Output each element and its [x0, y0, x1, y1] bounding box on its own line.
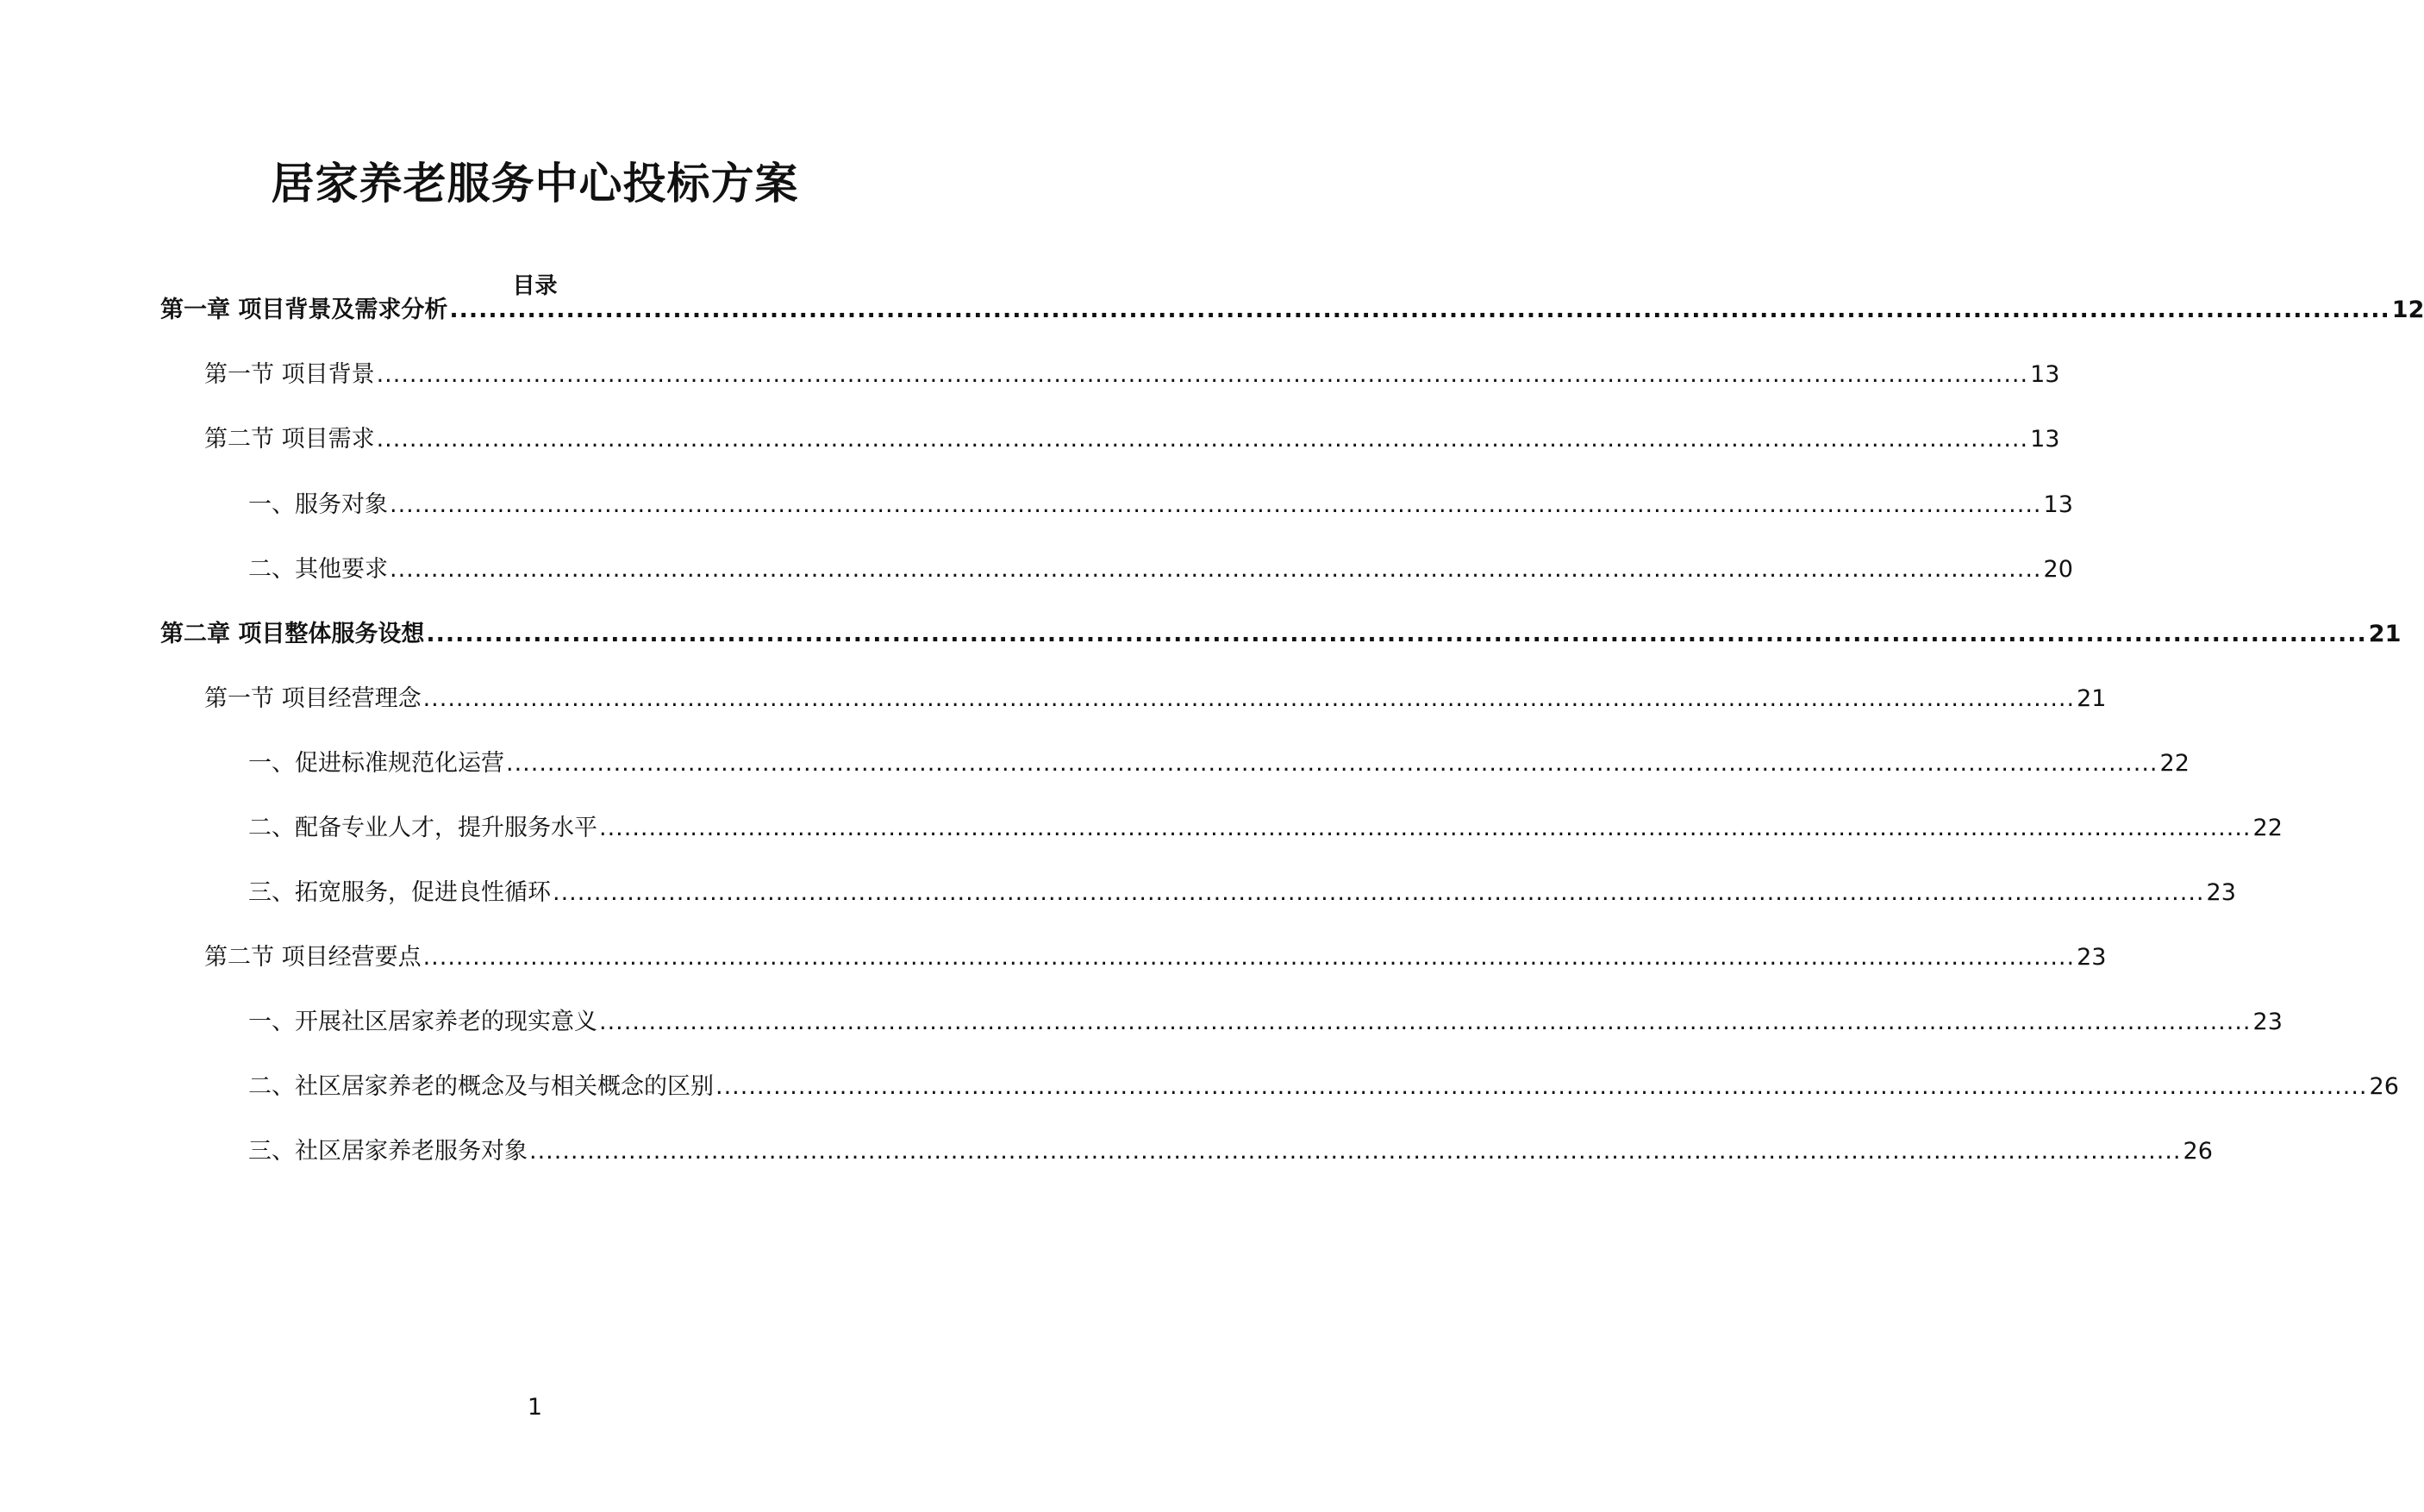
toc-entry-page: 13 [2043, 491, 2073, 518]
toc-entry-label: 三、拓宽服务，促进良性循环 [248, 879, 551, 906]
toc-entry[interactable] [248, 811, 2283, 846]
toc-dot-leader: ........................................................................................................................................................................................................ [376, 426, 2029, 453]
toc-entry[interactable] [248, 553, 2073, 587]
toc-entry-page: 13 [2030, 361, 2060, 388]
toc-entry[interactable] [248, 1134, 2213, 1169]
toc-dot-leader: ........................................................................................................................................................................................................ [553, 879, 2205, 906]
toc-entry-page: 23 [2252, 1009, 2283, 1035]
toc-entry[interactable] [204, 940, 2107, 975]
toc-entry[interactable] [248, 1005, 2283, 1040]
toc-entry-page: 26 [2183, 1138, 2213, 1165]
toc-dot-leader: ........................................................................................................................................................................................................ [390, 556, 2042, 583]
toc-entry[interactable] [204, 682, 2107, 716]
toc-entry-label: 第一节 项目经营理念 [204, 685, 422, 712]
toc-entry-page: 22 [2159, 750, 2190, 777]
toc-entry-label: 一、服务对象 [248, 491, 388, 518]
toc-entry[interactable] [204, 422, 2060, 457]
toc-dot-leader: ........................................................................................................................................................................................................ [422, 685, 2076, 712]
toc-entry[interactable] [204, 358, 2060, 392]
toc-dot-leader: ........................................................................................................................................................................................................ [599, 1009, 2252, 1035]
toc-entry-page: 21 [2077, 685, 2107, 712]
toc-entry-label: 二、其他要求 [248, 556, 388, 583]
toc-entry-page: 20 [2043, 556, 2073, 583]
toc-entry-label: 二、配备专业人才，提升服务水平 [248, 815, 597, 841]
toc-entry[interactable] [248, 876, 2236, 910]
toc-entry-label: 第一章 项目背景及需求分析 [160, 297, 448, 323]
toc-dot-leader: ........................................................................................................................................................................................................ [715, 1073, 2368, 1100]
toc-dot-leader: ........................................................................................................................................................................................................ [390, 491, 2042, 518]
toc-entry-label: 第二节 项目经营要点 [204, 944, 422, 971]
toc-entry[interactable] [248, 747, 2190, 781]
toc-entry-page: 21 [2368, 621, 2402, 647]
toc-dot-leader: ........................................................................................................................................................................................................ [449, 297, 2390, 323]
toc-dot-leader: ........................................................................................................................................................................................................ [599, 815, 2252, 841]
toc-heading: 目录 [512, 273, 558, 299]
page-number: 1 [527, 1394, 543, 1421]
toc-entry[interactable] [248, 1070, 2399, 1104]
toc-entry-page: 23 [2206, 879, 2236, 906]
toc-entry-label: 一、促进标准规范化运营 [248, 750, 504, 777]
toc-entry-page: 26 [2369, 1073, 2399, 1100]
toc-entry-label: 第二章 项目整体服务设想 [160, 621, 425, 647]
toc-dot-leader: ........................................................................................................................................................................................................ [506, 750, 2158, 777]
toc-entry-label: 第二节 项目需求 [204, 426, 375, 453]
toc-entry-label: 三、社区居家养老服务对象 [248, 1138, 528, 1165]
toc-entry-label: 第一节 项目背景 [204, 361, 375, 388]
toc-entry[interactable] [248, 488, 2073, 522]
toc-entry-page: 23 [2077, 944, 2107, 971]
toc-entry-page: 13 [2030, 426, 2060, 453]
toc-dot-leader: ........................................................................................................................................................................................................ [376, 361, 2029, 388]
toc-entry-page: 12 [2391, 297, 2424, 323]
toc-dot-leader: ........................................................................................................................................................................................................ [529, 1138, 2182, 1165]
toc-entry[interactable] [160, 617, 2402, 652]
toc-dot-leader: ........................................................................................................................................................................................................ [422, 944, 2076, 971]
document-title: 居家养老服务中心投标方案 [271, 159, 799, 209]
toc-entry[interactable] [160, 293, 2424, 328]
toc-dot-leader: ........................................................................................................................................................................................................ [426, 621, 2367, 647]
toc-entry-label: 二、社区居家养老的概念及与相关概念的区别 [248, 1073, 714, 1100]
toc-entry-page: 22 [2252, 815, 2283, 841]
toc-entry-label: 一、开展社区居家养老的现实意义 [248, 1009, 597, 1035]
